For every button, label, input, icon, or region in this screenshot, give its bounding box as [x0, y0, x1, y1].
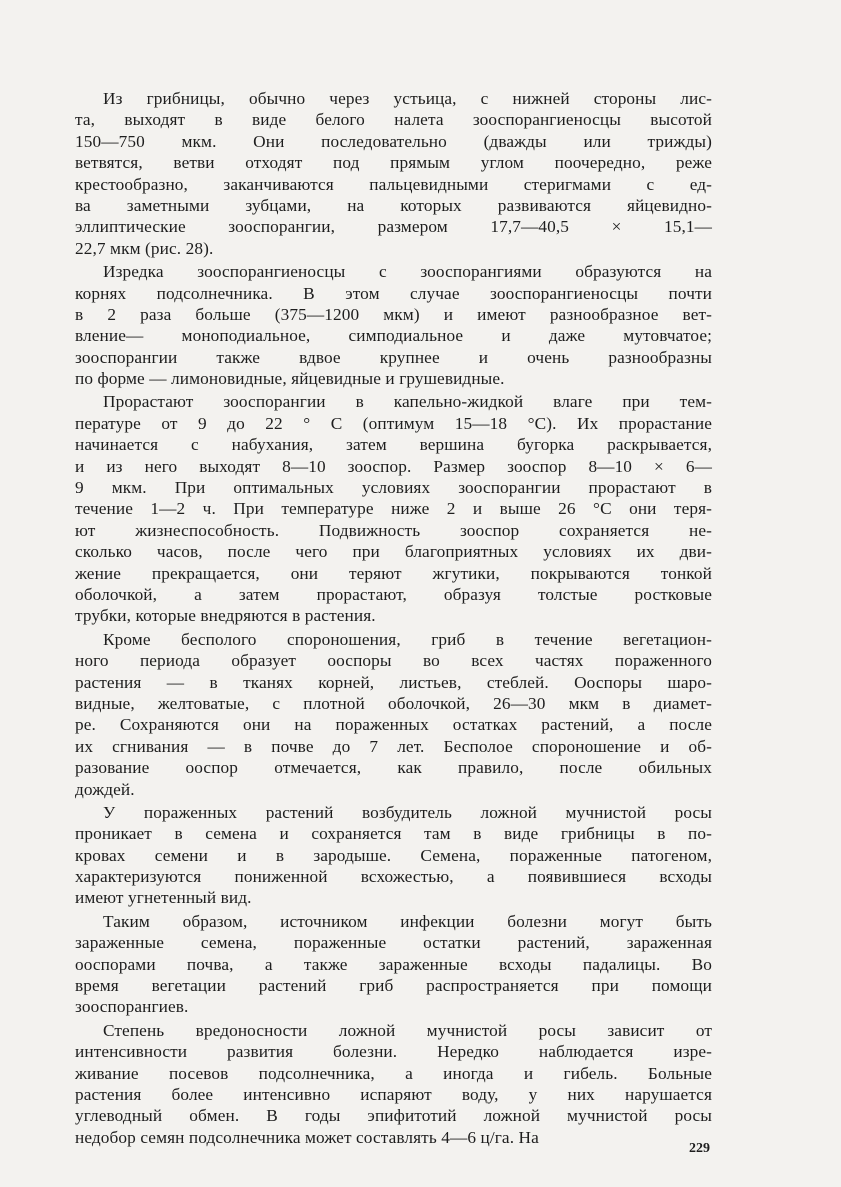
text-line: Прорастают зооспорангии в капельно-жидкой влаге при тем-: [103, 392, 712, 412]
paragraph: [75, 261, 712, 389]
text-line: зооспорангиев.: [75, 997, 189, 1017]
body-text: [75, 88, 712, 1148]
text-line: живание посевов подсолнечника, а иногда и гибель. Больные: [75, 1063, 712, 1083]
text-line: интенсивности развития болезни. Нередко наблюдается изре-: [75, 1042, 712, 1062]
text-line: и из него выходят 8—10 зооспор. Размер зооспор 8—10 × 6—: [75, 456, 712, 476]
text-line: ва заметными зубцами, на которых развиваются яйцевидно-: [75, 195, 712, 215]
text-line: углеводный обмен. В годы эпифитотий ложной мучнистой росы: [75, 1106, 712, 1126]
text-line: характеризуются пониженной всхожестью, а появившиеся всходы: [75, 867, 712, 887]
text-line: ют жизнеспособность. Подвижность зооспор сохраняется не-: [75, 520, 712, 540]
text-line: растения — в тканях корней, листьев, стеблей. Ооспоры шаро-: [75, 672, 712, 692]
paragraph: [75, 629, 712, 800]
text-line: вление— моноподиальное, симподиальное и даже мутовчатое;: [75, 326, 712, 346]
text-line: Степень вредоносности ложной мучнистой росы зависит от: [103, 1020, 712, 1040]
text-line: жение прекращается, они теряют жгутики, покрываются тонкой: [75, 563, 712, 583]
text-line: оболочкой, а затем прорастают, образуя толстые ростковые: [75, 584, 712, 604]
text-line: ного периода образует ооспоры во всех частях пораженного: [75, 651, 712, 671]
text-line: дождей.: [75, 779, 135, 799]
text-line: пературе от 9 до 22 ° С (оптимум 15—18 °С). Их прорастание: [75, 413, 712, 433]
page-number: 229: [689, 1141, 710, 1156]
text-line: крестообразно, заканчиваются пальцевидными стеригмами с ед-: [75, 174, 712, 194]
text-line: Кроме бесполого спороношения, гриб в течение вегетацион-: [103, 629, 712, 649]
text-line: растения более интенсивно испаряют воду, у них нарушается: [75, 1084, 712, 1104]
text-line: зараженные семена, пораженные остатки растений, зараженная: [75, 933, 712, 953]
text-line: разование ооспор отмечается, как правило, после обильных: [75, 758, 712, 778]
paragraph: [75, 88, 712, 259]
text-line: начинается с набухания, затем вершина бугорка раскрывается,: [75, 435, 712, 455]
paragraph: [75, 1020, 712, 1148]
paragraph: [75, 911, 712, 1018]
text-line: по форме — лимоновидные, яйцевидные и грушевидные.: [75, 369, 505, 389]
text-line: зооспорангии также вдвое крупнее и очень разнообразны: [75, 347, 712, 367]
text-line: 22,7 мкм (рис. 28).: [75, 238, 214, 258]
text-line: их сгнивания — в почве до 7 лет. Бесполое спороношение и об-: [75, 736, 712, 756]
text-line: недобор семян подсолнечника может составлять 4—6 ц/га. На: [75, 1127, 539, 1147]
text-line: проникает в семена и сохраняется там в виде грибницы в по-: [75, 824, 712, 844]
text-line: У пораженных растений возбудитель ложной мучнистой росы: [103, 802, 712, 822]
paragraph: [75, 802, 712, 909]
text-line: ре. Сохраняются они на пораженных остатках растений, а после: [75, 715, 712, 735]
text-line: ооспорами почва, а также зараженные всходы падалицы. Во: [75, 954, 712, 974]
text-line: ветвятся, ветви отходят под прямым углом поочередно, реже: [75, 153, 712, 173]
text-line: Таким образом, источником инфекции болезни могут быть: [103, 911, 712, 931]
text-line: имеют угнетенный вид.: [75, 888, 252, 908]
text-line: 150—750 мкм. Они последовательно (дважды или трижды): [75, 131, 712, 151]
text-line: Изредка зооспорангиеносцы с зооспорангиями образуются на: [103, 262, 712, 282]
text-line: трубки, которые внедряются в растения.: [75, 606, 376, 626]
text-line: видные, желтоватые, с плотной оболочкой, 26—30 мкм в диамет-: [75, 693, 712, 713]
text-line: в 2 раза больше (375—1200 мкм) и имеют разнообразное вет-: [75, 304, 712, 324]
text-line: сколько часов, после чего при благоприятных условиях их дви-: [75, 542, 712, 562]
text-line: та, выходят в виде белого налета зооспорангиеносцы высотой: [75, 110, 712, 130]
text-line: течение 1—2 ч. При температуре ниже 2 и выше 26 °С они теря-: [75, 499, 712, 519]
text-line: время вегетации растений гриб распространяется при помощи: [75, 976, 712, 996]
text-line: корнях подсолнечника. В этом случае зооспорангиеносцы почти: [75, 283, 712, 303]
text-line: кровах семени и в зародыше. Семена, пораженные патогеном,: [75, 845, 712, 865]
paragraph: [75, 391, 712, 626]
text-line: эллиптические зооспорангии, размером 17,7—40,5 × 15,1—: [75, 217, 712, 237]
text-line: 9 мкм. При оптимальных условиях зооспорангии прорастают в: [75, 478, 712, 498]
text-line: Из грибницы, обычно через устьица, с нижней стороны лис-: [103, 89, 712, 108]
